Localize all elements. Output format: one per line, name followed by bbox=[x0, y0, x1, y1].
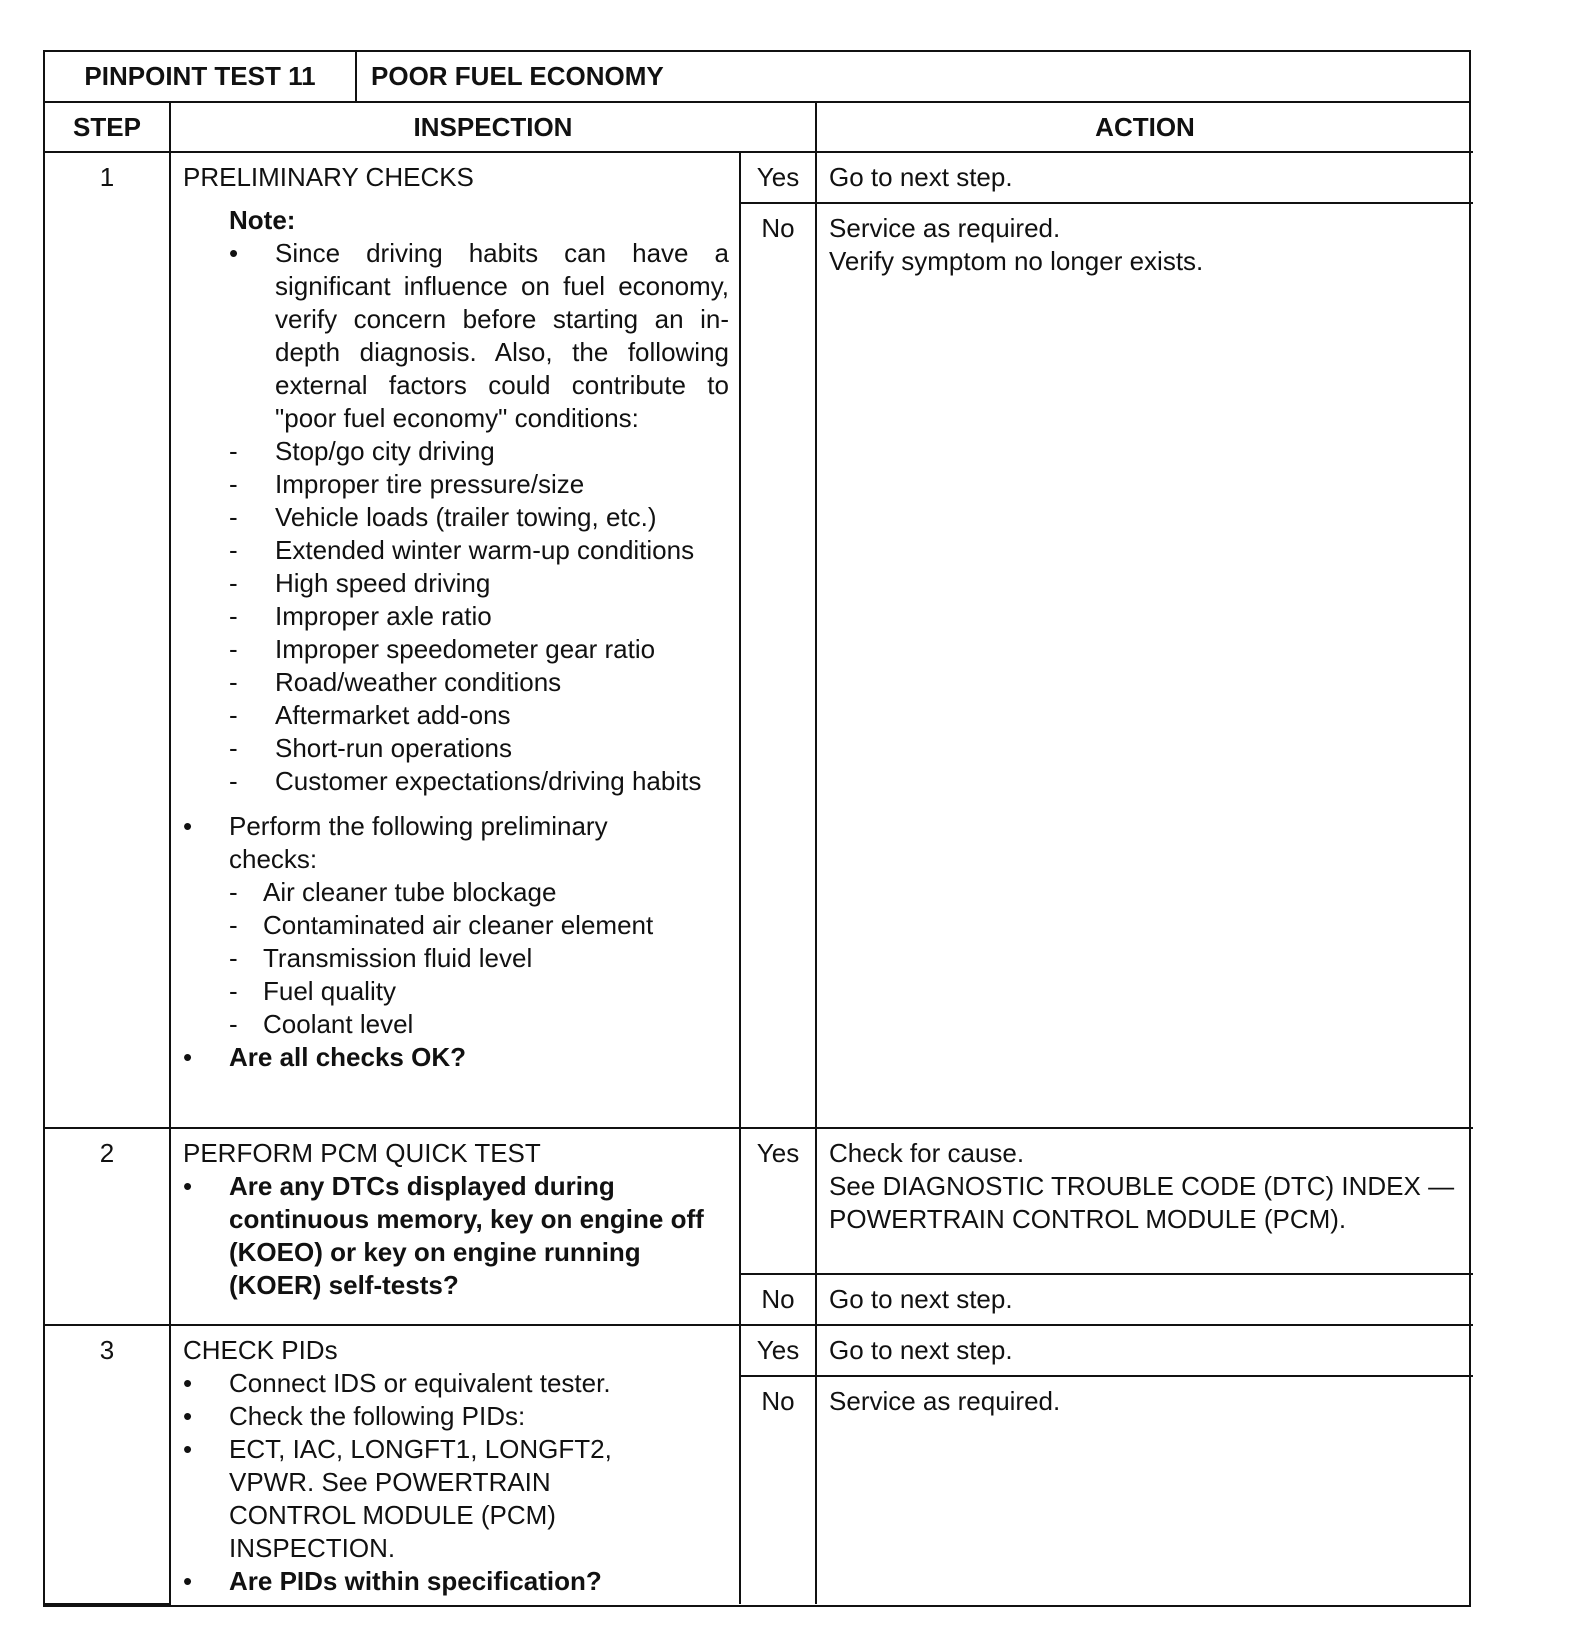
bullet-icon: • bbox=[183, 1368, 193, 1398]
preliminary-check-item-text: Air cleaner tube blockage bbox=[263, 877, 557, 907]
bullet-icon: • bbox=[183, 1171, 193, 1201]
external-factor-item bbox=[229, 468, 729, 501]
external-factor-item bbox=[229, 666, 729, 699]
step-1-question: Are all checks OK? bbox=[229, 1042, 466, 1072]
external-factor-list bbox=[229, 435, 729, 798]
step-3-no-label: No bbox=[740, 1376, 816, 1604]
external-factor-item-text: Vehicle loads (trailer towing, etc.) bbox=[275, 502, 657, 532]
bullet-icon: • bbox=[183, 1566, 193, 1596]
step-2-yes-action-line-2: See DIAGNOSTIC TROUBLE CODE (DTC) INDEX — POWERTRAIN CONTROL MODULE (PCM). bbox=[829, 1171, 1455, 1234]
test-title-bar bbox=[45, 52, 1469, 103]
action-column-header: ACTION bbox=[816, 103, 1473, 152]
pinpoint-test-table bbox=[45, 103, 1473, 1605]
bullet-icon: • bbox=[229, 238, 239, 268]
step-1-note-block bbox=[229, 237, 729, 798]
step-2-inspection bbox=[170, 1128, 740, 1325]
external-factor-item bbox=[229, 765, 729, 798]
external-factor-item-text: Road/weather conditions bbox=[275, 667, 562, 697]
inspection-column-header: INSPECTION bbox=[170, 103, 816, 152]
question-item bbox=[183, 1041, 729, 1074]
external-factor-item bbox=[229, 699, 729, 732]
preliminary-check-item bbox=[229, 876, 729, 909]
external-factor-item bbox=[229, 435, 729, 468]
preliminary-check-item-text: Contaminated air cleaner element bbox=[263, 910, 654, 940]
step-2-yes-label: Yes bbox=[740, 1128, 816, 1274]
external-factor-item-text: Extended winter warm-up conditions bbox=[275, 535, 695, 565]
external-factor-item-text: Aftermarket add-ons bbox=[275, 700, 511, 730]
bullet-icon: • bbox=[183, 1042, 193, 1072]
external-factor-item bbox=[229, 534, 729, 567]
step-3-yes-row bbox=[45, 1325, 1473, 1376]
preliminary-check-item bbox=[229, 942, 729, 975]
step-1-no-action-line-2: Verify symptom no longer exists. bbox=[829, 246, 1204, 276]
step-1-no-action-line-1: Service as required. bbox=[829, 213, 1061, 243]
step-1-no-action bbox=[816, 203, 1473, 1128]
step-2-number: 2 bbox=[45, 1128, 170, 1325]
external-factor-item bbox=[229, 567, 729, 600]
checks-intro-item bbox=[183, 810, 729, 876]
dash-marker: - bbox=[229, 634, 238, 664]
step-3-yes-action: Go to next step. bbox=[816, 1325, 1473, 1376]
dash-marker: - bbox=[229, 667, 238, 697]
dash-marker: - bbox=[229, 568, 238, 598]
external-factor-item bbox=[229, 732, 729, 765]
preliminary-check-list bbox=[229, 876, 729, 1041]
external-factor-item-text: High speed driving bbox=[275, 568, 491, 598]
step-2-yes-action-line-1: Check for cause. bbox=[829, 1138, 1025, 1168]
step-1-checks-intro: Perform the following preliminary checks: bbox=[229, 811, 608, 874]
step-1-yes-label: Yes bbox=[740, 152, 816, 203]
step-1-checks-block bbox=[183, 810, 729, 1074]
external-factor-item-text: Stop/go city driving bbox=[275, 436, 495, 466]
external-factor-item-text: Customer expectations/driving habits bbox=[275, 766, 702, 796]
preliminary-check-item-text: Fuel quality bbox=[263, 976, 396, 1006]
dash-marker: - bbox=[229, 601, 238, 631]
external-factor-item-text: Improper tire pressure/size bbox=[275, 469, 585, 499]
dash-marker: - bbox=[229, 535, 238, 565]
pid-check-item-text: Check the following PIDs: bbox=[229, 1401, 526, 1431]
dash-marker: - bbox=[229, 943, 238, 973]
dash-marker: - bbox=[229, 469, 238, 499]
pid-check-item bbox=[183, 1367, 729, 1400]
external-factor-item bbox=[229, 633, 729, 666]
column-header-row bbox=[45, 103, 1473, 152]
step-1-title: PRELIMINARY CHECKS bbox=[183, 162, 474, 192]
test-label: PINPOINT TEST 11 bbox=[45, 52, 357, 101]
bullet-icon: • bbox=[183, 811, 193, 841]
dash-marker: - bbox=[229, 733, 238, 763]
dash-marker: - bbox=[229, 877, 238, 907]
step-3-question: Are PIDs within specification? bbox=[229, 1566, 602, 1596]
pid-check-item bbox=[183, 1433, 729, 1565]
step-1-inspection bbox=[170, 152, 740, 1128]
step-1-yes-row bbox=[45, 152, 1473, 203]
question-item bbox=[183, 1170, 729, 1302]
step-3-yes-label: Yes bbox=[740, 1325, 816, 1376]
step-2-no-action: Go to next step. bbox=[816, 1274, 1473, 1325]
dash-marker: - bbox=[229, 910, 238, 940]
step-1-no-label: No bbox=[740, 203, 816, 1128]
external-factor-item bbox=[229, 501, 729, 534]
step-2-yes-row bbox=[45, 1128, 1473, 1274]
dash-marker: - bbox=[229, 1009, 238, 1039]
bullet-icon: • bbox=[183, 1434, 193, 1464]
dash-marker: - bbox=[229, 766, 238, 796]
preliminary-check-item bbox=[229, 1008, 729, 1041]
step-3-no-action: Service as required. bbox=[816, 1376, 1473, 1604]
external-factor-item-text: Improper speedometer gear ratio bbox=[275, 634, 656, 664]
test-name: POOR FUEL ECONOMY bbox=[371, 61, 664, 91]
step-3-title: CHECK PIDs bbox=[183, 1335, 338, 1365]
step-2-title: PERFORM PCM QUICK TEST bbox=[183, 1138, 541, 1168]
step-1-yes-action: Go to next step. bbox=[816, 152, 1473, 203]
preliminary-check-item-text: Coolant level bbox=[263, 1009, 414, 1039]
step-3-number: 3 bbox=[45, 1325, 170, 1604]
pid-check-item bbox=[183, 1400, 729, 1433]
dash-marker: - bbox=[229, 976, 238, 1006]
external-factor-item-text: Improper axle ratio bbox=[275, 601, 492, 631]
step-1-number: 1 bbox=[45, 152, 170, 1128]
note-bullet-item bbox=[229, 237, 729, 435]
preliminary-check-item bbox=[229, 909, 729, 942]
step-2-no-label: No bbox=[740, 1274, 816, 1325]
step-3-bullet-list bbox=[183, 1367, 729, 1565]
step-column-header: STEP bbox=[45, 103, 170, 152]
bullet-icon: • bbox=[183, 1401, 193, 1431]
pid-check-item-text: ECT, IAC, LONGFT1, LONGFT2, VPWR. See POWERTRAIN CONTROL MODULE (PCM) INSPECTION. bbox=[229, 1434, 612, 1563]
dash-marker: - bbox=[229, 700, 238, 730]
external-factor-item-text: Short-run operations bbox=[275, 733, 513, 763]
external-factor-item bbox=[229, 600, 729, 633]
pid-check-item-text: Connect IDS or equivalent tester. bbox=[229, 1368, 611, 1398]
pinpoint-test-document bbox=[43, 50, 1471, 1607]
step-3-inspection bbox=[170, 1325, 740, 1604]
dash-marker: - bbox=[229, 436, 238, 466]
step-2-yes-action bbox=[816, 1128, 1473, 1274]
step-2-question: Are any DTCs displayed during continuous memory, key on engine off (KOEO) or key on engine running (KOER) self-tests? bbox=[229, 1171, 704, 1300]
step-1-note-label: Note: bbox=[229, 205, 296, 235]
preliminary-check-item bbox=[229, 975, 729, 1008]
preliminary-check-item-text: Transmission fluid level bbox=[263, 943, 533, 973]
dash-marker: - bbox=[229, 502, 238, 532]
question-item bbox=[183, 1565, 729, 1598]
step-1-note-text: Since driving habits can have a significant influence on fuel economy, verify concern before starting an in-depth diagnosis. Also, the following external factors could contribute to "poor fuel economy" conditions: bbox=[275, 238, 729, 433]
